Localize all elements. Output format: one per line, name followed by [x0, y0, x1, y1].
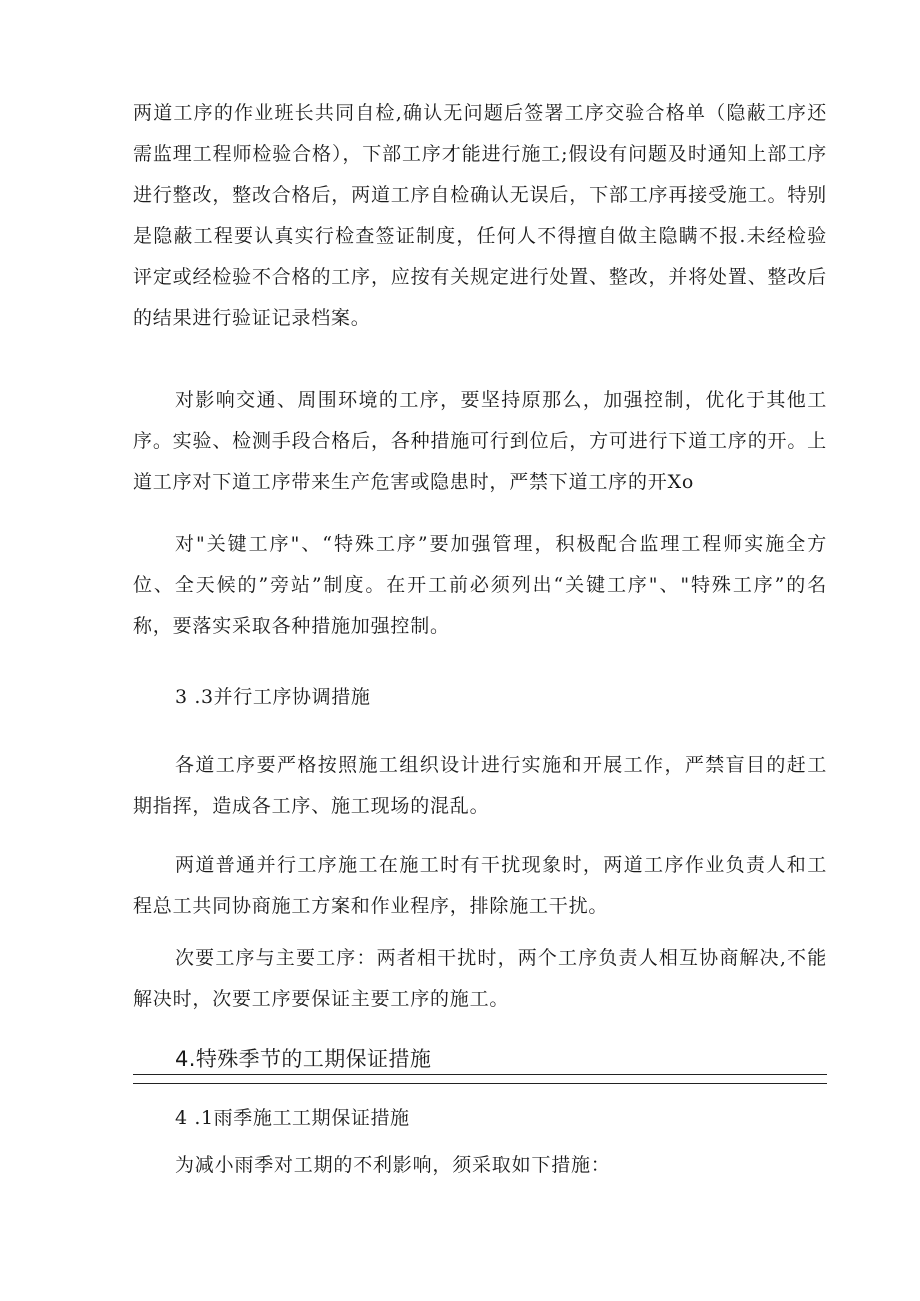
paragraph-key-processes: 对"关键工序"、“特殊工序”要加强管理，积极配合监理工程师实施全方位、全天候的”旁站”制度。在开工前必须列出“关键工序"、"特殊工序”的名称，要落实采取各种措施加强控制。	[133, 533, 827, 637]
heading-rule-top	[133, 1074, 827, 1075]
section-heading-4-1: 4 .1雨季施工工期保证措施	[175, 1107, 410, 1129]
section-heading-4: 4.特殊季节的工期保证措施	[175, 1047, 432, 1071]
section-heading-3-3: 3 .3并行工序协调措施	[175, 686, 371, 708]
paragraph-organization-design: 各道工序要严格按照施工组织设计进行实施和开展工作，严禁盲目的赶工期指挥，造成各工序、施工现场的混乱。	[133, 754, 827, 817]
paragraph-secondary-primary: 次要工序与主要工序：两者相干扰时，两个工序负责人相互协商解决,不能解决时，次要工序要保证主要工序的施工。	[133, 947, 827, 1010]
heading-rule-bottom	[133, 1083, 827, 1084]
paragraph-rainy-season: 为减小雨季对工期的不利影响，须采取如下措施：	[175, 1154, 611, 1176]
paragraph-traffic-impact: 对影响交通、周围环境的工序，要坚持原那么，加强控制，优化于其他工序。实验、检测手段合格后，各种措施可行到位后，方可进行下道工序的开。上道工序对下道工序带来生产危害或隐患时，严禁下道工序的开Xo	[133, 389, 827, 493]
paragraph-inspection: 两道工序的作业班长共同自检,确认无问题后签署工序交验合格单（隐蔽工序还需监理工程师检验合格），下部工序才能进行施工;假设有问题及时通知上部工序进行整改，整改合格后，两道工序自检确认无误后，下部工序再接受施工。特别是隐蔽工程要认真实行检查签证制度，任何人不得擅自做主隐瞒不报.未经检验评定或经检验不合格的工序，应按有关规定进行处置、整改，并将处置、整改后的结果进行验证记录档案。	[133, 102, 827, 329]
paragraph-parallel-interference: 两道普通并行工序施工在施工时有干扰现象时，两道工序作业负责人和工程总工共同协商施工方案和作业程序，排除施工干扰。	[133, 854, 827, 917]
